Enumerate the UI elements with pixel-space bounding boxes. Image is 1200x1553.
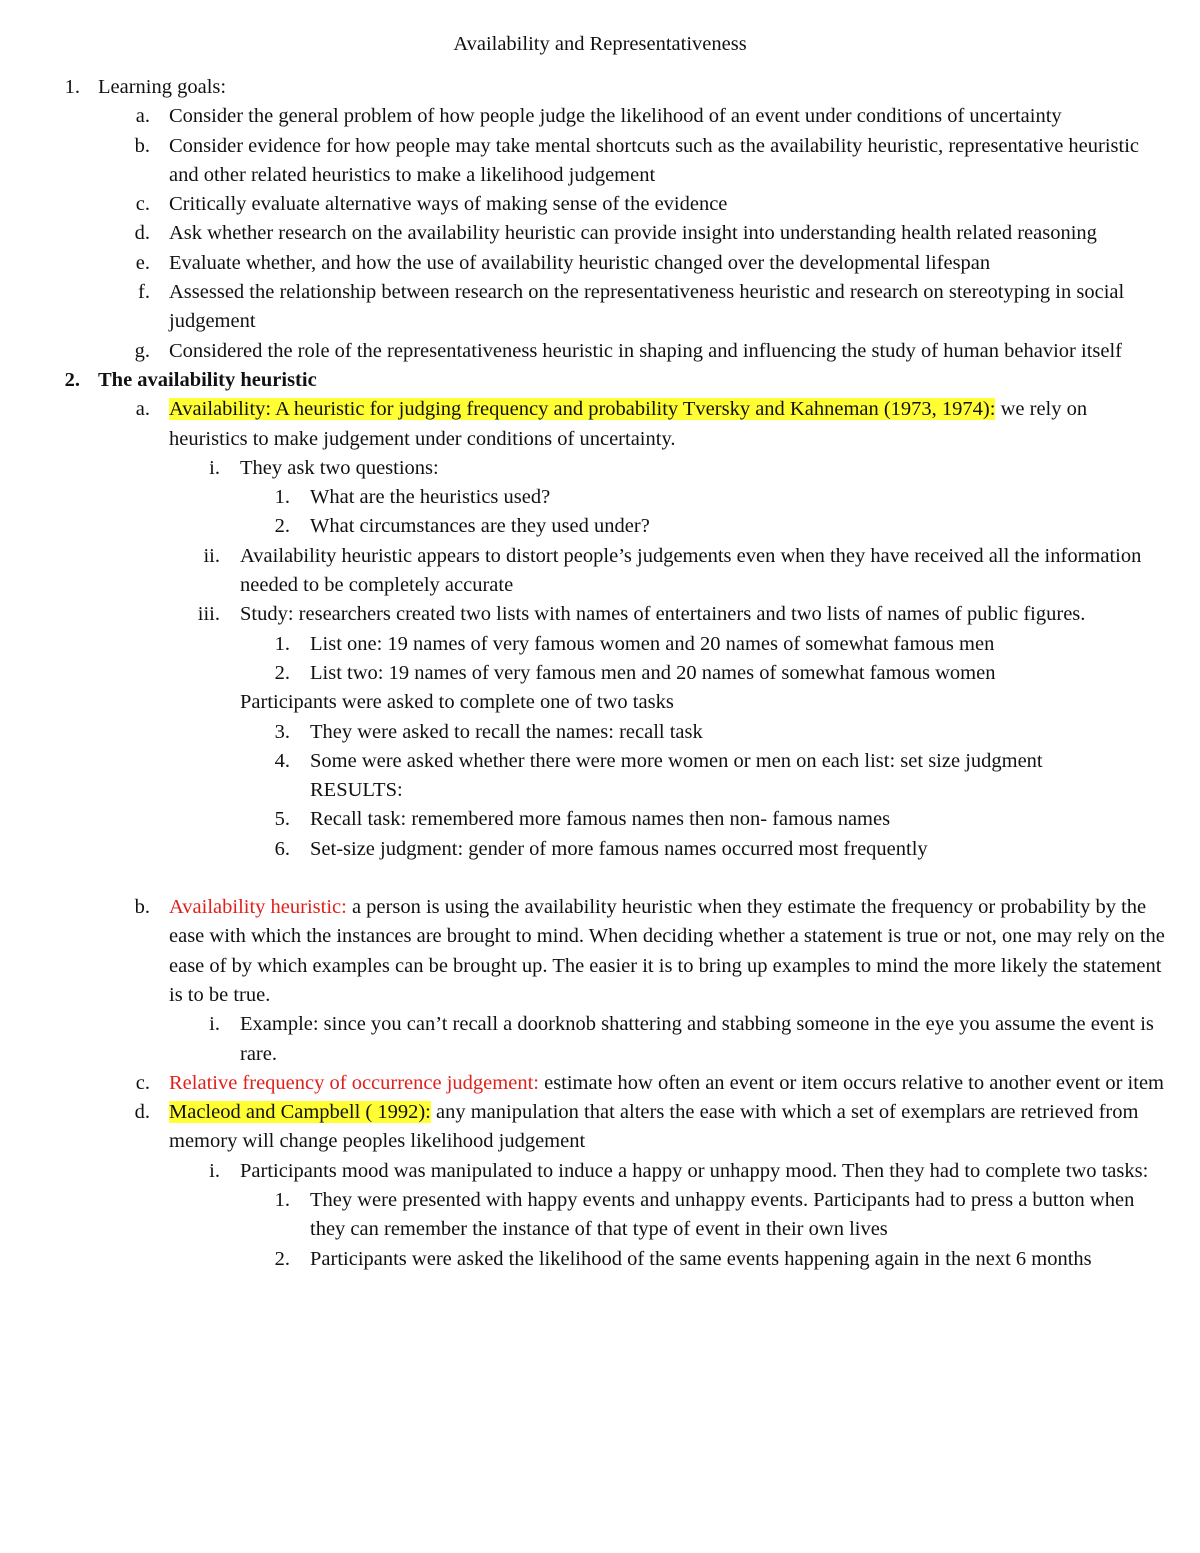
learning-goal (0, 190, 1166, 219)
goal-text: Considered the role of the representativeness heuristic in shaping and influencing the study of human behavior itself (169, 339, 1122, 362)
red-term: Availability heuristic: (169, 896, 347, 919)
page-title: Availability and Representativeness (453, 33, 747, 55)
learning-goal (0, 102, 1166, 131)
red-term: Relative frequency of occurrence judgement: (169, 1071, 539, 1094)
list-marker: 3. (274, 720, 290, 743)
list-marker: f. (138, 281, 150, 304)
sub-point (0, 1010, 1166, 1069)
list-marker: b. (134, 896, 150, 919)
numbered-item-text: What are the heuristics used? (310, 486, 551, 509)
highlighted-term: Availability: A heuristic for judging frequency and probability Tversky and Kahneman (1973, 1974): (169, 398, 996, 421)
sub-point-text: Availability heuristic appears to distort people’s judgements even when they have received all the information needed to be completely accurate (240, 544, 1142, 597)
list-marker: d. (134, 222, 150, 245)
document-body (0, 73, 1200, 1274)
list-marker: d. (134, 1101, 150, 1124)
list-marker: 2. (274, 661, 290, 684)
list-marker: g. (134, 339, 150, 362)
point-text: estimate how often an event or item occurs relative to another event or item (538, 1071, 1164, 1094)
numbered-item (0, 805, 1166, 834)
numbered-item (0, 630, 1166, 659)
sub-point-text: Participants mood was manipulated to induce a happy or unhappy mood. Then they had to complete two tasks: (240, 1159, 1149, 1182)
tasks-intro: Participants were asked to complete one of two tasks (240, 691, 674, 714)
numbered-item (0, 718, 1166, 747)
numbered-item-text: List two: 19 names of very famous men and 20 names of somewhat famous women (310, 661, 996, 684)
numbered-item-text: They were asked to recall the names: recall task (310, 720, 703, 743)
goal-text: Assessed the relationship between research on the representativeness heuristic and research on stereotyping in social judgement (169, 281, 1125, 333)
section-heading: Learning goals: (98, 76, 227, 98)
highlighted-term: Macleod and Campbell ( 1992): (169, 1101, 431, 1124)
list-marker: c. (135, 193, 150, 216)
sub-point (0, 1157, 1166, 1186)
section-learning-goals (0, 73, 1166, 102)
sub-point (0, 454, 1166, 483)
goal-text: Consider evidence for how people may take mental shortcuts such as the availability heuristic, representative heuristic and other related heuristics to make a likelihood judgement (169, 134, 1140, 186)
sub-point (0, 542, 1166, 601)
goal-text: Critically evaluate alternative ways of making sense of the evidence (169, 193, 728, 216)
list-marker: 5. (274, 808, 290, 831)
point-text: any manipulation that alters the ease with which a set of exemplars are retrieved from memory will change peoples likelihood judgement (169, 1101, 1139, 1153)
point-availability-definition (0, 395, 1166, 454)
results-label: RESULTS: (310, 779, 403, 802)
numbered-item-text: List one: 19 names of very famous women and 20 names of somewhat famous men (310, 632, 995, 655)
numbered-item-text: Set-size judgment: gender of more famous names occurred most frequently (310, 837, 928, 860)
numbered-item (0, 1186, 1166, 1245)
point-availability-heuristic-term (0, 893, 1166, 1010)
learning-goal (0, 249, 1166, 278)
sub-point-text: Study: researchers created two lists with names of entertainers and two lists of names of public figures. (240, 603, 1086, 626)
section-heading: The availability heuristic (98, 368, 317, 391)
list-marker: 4. (274, 749, 290, 772)
list-marker: b. (134, 134, 150, 157)
blank-line (0, 864, 1200, 893)
list-marker: a. (135, 105, 150, 128)
numbered-item-text: Participants were asked the likelihood of the same events happening again in the next 6 months (310, 1247, 1092, 1270)
goal-text: Consider the general problem of how people judge the likelihood of an event under conditions of uncertainty (169, 105, 1062, 128)
list-marker: 1. (274, 486, 290, 509)
list-marker: a. (135, 398, 150, 421)
list-marker: i. (209, 456, 220, 479)
list-marker: 6. (274, 837, 290, 860)
list-marker: 1. (274, 632, 290, 655)
list-marker: 2. (64, 368, 80, 391)
list-marker: e. (135, 251, 150, 274)
learning-goal (0, 219, 1166, 248)
list-marker: 2. (274, 515, 290, 538)
point-text: we rely on heuristics to make judgement under conditions of uncertainty. (169, 398, 1088, 450)
goal-text: Evaluate whether, and how the use of availability heuristic changed over the developmental lifespan (169, 251, 991, 274)
numbered-item-text: They were presented with happy events and unhappy events. Participants had to press a button when they can remember the instance of that type of event in their own lives (310, 1188, 1135, 1241)
list-marker: ii. (203, 544, 220, 567)
list-marker: 2. (274, 1247, 290, 1270)
section-availability-heuristic (0, 366, 1166, 395)
list-marker: i. (209, 1159, 220, 1182)
list-marker: iii. (197, 603, 220, 626)
list-marker: 1. (64, 76, 80, 98)
learning-goal (0, 337, 1166, 366)
sub-point (0, 600, 1166, 629)
list-marker: c. (135, 1071, 150, 1094)
learning-goal (0, 278, 1166, 337)
point-text: a person is using the availability heuristic when they estimate the frequency or probability by the ease with which the instances are brought to mind. When deciding whether a statement is true or not, one may rely on the ease of by which examples can be brought up. The easier it is to bring up examples to mind the more likely the statement is to be true. (169, 896, 1165, 1006)
numbered-item-text: Some were asked whether there were more women or men on each list: set size judgment (310, 749, 1043, 772)
list-marker: 1. (274, 1188, 290, 1211)
numbered-item (0, 1245, 1166, 1274)
numbered-item (0, 483, 1166, 512)
numbered-item (0, 747, 1166, 776)
sub-point-text: They ask two questions: (240, 456, 439, 479)
list-marker: i. (209, 1013, 220, 1036)
sub-point-text: Example: since you can’t recall a doorknob shattering and stabbing someone in the eye you assume the event is rare. (240, 1013, 1154, 1065)
goal-text: Ask whether research on the availability heuristic can provide insight into understanding health related reasoning (169, 222, 1097, 245)
numbered-item (0, 835, 1166, 864)
numbered-item-text: Recall task: remembered more famous names then non- famous names (310, 808, 891, 831)
learning-goal (0, 132, 1166, 191)
point-macleod-campbell (0, 1098, 1166, 1157)
numbered-item (0, 512, 1166, 541)
point-relative-frequency (0, 1069, 1166, 1098)
numbered-item-text: What circumstances are they used under? (310, 515, 650, 538)
numbered-item (0, 659, 1166, 688)
